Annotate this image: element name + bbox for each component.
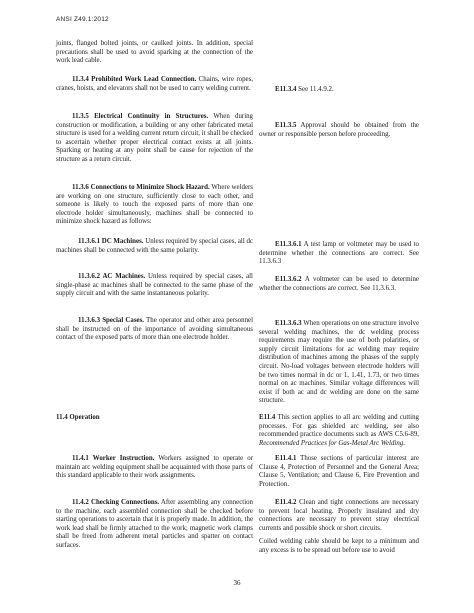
heading-11-3-6-1: 11.3.6.1 DC Machines. — [78, 238, 144, 245]
text-11-4-1: Workers assigned to operate or maintain arc welding equipment shall be acquainted with those parts of this standard applicable to their work assignments. — [56, 455, 253, 480]
text-e11-4-1: Those sections of particular interest are Clause 4, Protection of Personnel and the General Area; Clause 5, Ventilation; and Clause 6, Fire Prevention and Protection. — [259, 455, 419, 488]
heading-11-4-2: 11.4.2 Checking Connections. — [72, 499, 160, 506]
heading-e11-3-5: E11.3.5 — [275, 122, 297, 129]
explanation-e11-4-2 — [259, 499, 419, 533]
paragraph-intro: joints, flanged bolted joints, or caulked joints. In addition, special precautions shall be used to avoid sparking at the connection of the work lead cable. — [56, 40, 253, 65]
text-11-3-4: Chains, wire ropes, cranes, hoists, and elevators shall not be used to carry welding current. — [56, 76, 253, 92]
explanation-e11-3-5 — [259, 122, 419, 139]
explanation-e11-3-4 — [259, 86, 419, 95]
heading-11-3-6-3: 11.3.6.3 Special Cases. — [78, 317, 144, 324]
explanation-e11-4-1 — [259, 455, 419, 489]
explanation-e11-3-6-3 — [259, 320, 419, 406]
text-11-3-6-1: Unless required by special cases, all dc machines shall be connected with the same polarity. — [56, 238, 253, 254]
heading-e11-4-1: E11.4.1 — [275, 455, 297, 462]
text-e11-3-5: Approval should be obtained from the owner or responsible person before proceeding. — [259, 122, 419, 138]
explanation-e11-3-6-1 — [259, 241, 419, 267]
heading-11-3-6: 11.3.6 Connections to Minimize Shock Hazard. — [72, 184, 210, 191]
explanation-e11-4: E11.4 This section applies to all arc welding and cutting processes. For gas shielded arc welding, see also recommended practice documents such as AWS C5.6-89, Recommended Practices for Gas-Metal Arc Welding. — [259, 414, 419, 447]
explanation-e11-4-2-continued: Coiled welding cable should be kept to a minimum and any excess is to be spread out before use to avoid — [259, 538, 419, 554]
heading-11-3-5: 11.3.5 Electrical Continuity in Structures. — [72, 113, 209, 120]
text-e11-3-6-3: When operations on one structure involve several welding machines, the dc welding process requirements may require the use of both polarities, or supply circuit limitations for ac welding may require distribution of machines among the phases of the supply circuit. No-load voltages between electrode holders will be two times normal in dc or 1, 1.41, 1.73, or two times normal on ac machines. Similar voltage differences will exist if both ac and dc welding are done on the same structure. — [259, 320, 419, 405]
text-e11-3-6-2: A voltmeter can be used to determine whether the connections are correct. See 11.3.6.3. — [259, 276, 419, 292]
reference-title: Recommended Practices for Gas-Metal Arc Welding — [259, 439, 404, 447]
heading-e11-3-6-1: E11.3.6.1 — [275, 241, 302, 248]
paragraph-11-3-6-3 — [56, 317, 253, 343]
heading-e11-4-2: E11.4.2 — [275, 499, 297, 506]
paragraph-11-4-1 — [56, 455, 253, 481]
paragraph-11-3-4 — [56, 76, 253, 93]
heading-11-3-4: 11.3.4 Prohibited Work Lead Connection. — [72, 76, 197, 83]
paragraph-11-3-6 — [56, 184, 253, 227]
text-e11-3-6-1: A test lamp or voltmeter may be used to determine whether the connections are correct. See 11.3.6.3 — [259, 241, 419, 266]
heading-e11-4: E11.4 — [259, 414, 276, 421]
paragraph-11-3-6-2 — [56, 273, 253, 299]
heading-e11-3-6-2: E11.3.6.2 — [275, 276, 302, 283]
standard-header: ANSI Z49.1:2012 — [56, 16, 109, 23]
paragraph-11-3-6-1 — [56, 238, 253, 255]
heading-11-3-6-2: 11.3.6.2 AC Machines. — [78, 273, 146, 280]
text-e11-4: This section applies to all arc welding and cutting processes. For gas shielded arc welding, see also recommended practice documents such as AWS C5.6-89, — [259, 414, 419, 439]
text-11-4-2: After assembling any connection to the machine, each assembled connection shall be checked before starting operations to ascertain that it is properly made. In addition, the work lead shall be firmly attached to the work; magnetic work clamps shall be freed from adherent metal particles and spatter on contact surfaces. — [56, 499, 254, 549]
text-11-3-6: Where welders are working on one structure, sufficiently close to each other, and someone is likely to touch the exposed parts of more than one electrode holder simultaneously, machines shall be connected to minimize shock hazard as follows: — [56, 184, 253, 226]
text-e11-3-4: See 11.4.9.2. — [296, 86, 334, 93]
page-number: 36 — [233, 579, 241, 587]
text-11-3-6-3: The operator and other area personnel shall be instructed on of the importance of avoiding simultaneous contact of the exposed parts of more than one electrode holder. — [56, 317, 253, 342]
paragraph-11-4-2 — [56, 499, 253, 551]
heading-e11-3-4: E11.3.4 — [275, 86, 297, 93]
section-heading-11-4: 11.4 Operation — [56, 414, 100, 421]
heading-e11-3-6-3: E11.3.6.3 — [275, 320, 302, 327]
explanation-e11-3-6-2 — [259, 276, 419, 293]
text-e11-4-2: Clean and tight connections are necessary to prevent local heating. Properly insulated and dry connections are necessary to prevent stray electrical currents and possible shock or short circuits. — [259, 499, 419, 532]
heading-11-4-1: 11.4.1 Worker Instruction. — [72, 455, 155, 462]
text-11-3-5: When during construction or modification, a building or any other fabricated metal structure is used for a welding current return circuit, it shall be checked to ascertain whether proper electrical contact exists at all joints. Sparking or heating at any point shall be cause for rejection of the structure as a return circuit. — [56, 113, 253, 163]
paragraph-11-3-5 — [56, 113, 253, 165]
text-11-3-6-2: Unless required by special cases, all single-phase ac machines shall be connected to the same phase of the supply circuit and with the same instantaneous polarity. — [56, 273, 253, 298]
